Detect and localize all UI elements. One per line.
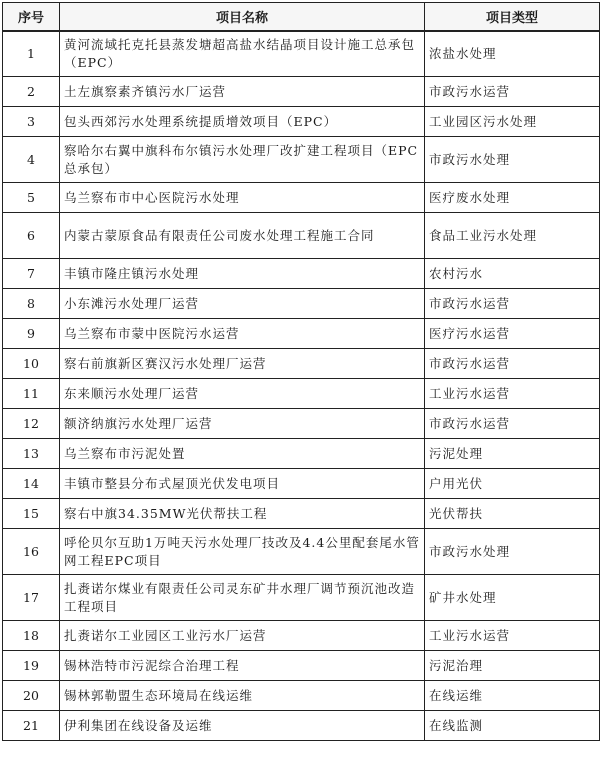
- cell-project-name: 锡林郭勒盟生态环境局在线运维: [60, 681, 425, 711]
- cell-serial-number: 3: [3, 107, 60, 137]
- cell-serial-number: 9: [3, 319, 60, 349]
- cell-project-name: 锡林浩特市污泥综合治理工程: [60, 651, 425, 681]
- cell-serial-number: 17: [3, 575, 60, 621]
- cell-project-type: 户用光伏: [425, 469, 600, 499]
- table-row: [3, 681, 600, 711]
- cell-project-type: 浓盐水处理: [425, 31, 600, 77]
- table-row: [3, 213, 600, 259]
- table-row: [3, 31, 600, 77]
- cell-project-type: 医疗污水运营: [425, 319, 600, 349]
- cell-project-type: 市政污水运营: [425, 289, 600, 319]
- table-row: [3, 409, 600, 439]
- cell-project-type: 工业污水运营: [425, 621, 600, 651]
- cell-project-type: 食品工业污水处理: [425, 213, 600, 259]
- table-header-row: [3, 3, 600, 31]
- cell-serial-number: 5: [3, 183, 60, 213]
- cell-project-name: 扎赉诺尔工业园区工业污水厂运营: [60, 621, 425, 651]
- project-table: [2, 2, 600, 741]
- table-row: [3, 529, 600, 575]
- cell-project-name: 包头西郊污水处理系统提质增效项目（EPC）: [60, 107, 425, 137]
- cell-project-name: 内蒙古蒙原食品有限责任公司废水处理工程施工合同: [60, 213, 425, 259]
- cell-serial-number: 19: [3, 651, 60, 681]
- cell-serial-number: 15: [3, 499, 60, 529]
- table-row: [3, 319, 600, 349]
- table-row: [3, 137, 600, 183]
- cell-project-type: 市政污水处理: [425, 529, 600, 575]
- cell-serial-number: 21: [3, 711, 60, 741]
- cell-serial-number: 20: [3, 681, 60, 711]
- cell-serial-number: 12: [3, 409, 60, 439]
- cell-serial-number: 1: [3, 31, 60, 77]
- table-row: [3, 107, 600, 137]
- cell-project-name: 土左旗察素齐镇污水厂运营: [60, 77, 425, 107]
- header-serial-number: 序号: [3, 3, 60, 31]
- cell-project-name: 东来顺污水处理厂运营: [60, 379, 425, 409]
- cell-project-type: 医疗废水处理: [425, 183, 600, 213]
- cell-serial-number: 2: [3, 77, 60, 107]
- cell-project-name: 伊利集团在线设备及运维: [60, 711, 425, 741]
- cell-project-type: 市政污水处理: [425, 137, 600, 183]
- table-body: [3, 31, 600, 741]
- table-row: [3, 651, 600, 681]
- header-project-type: 项目类型: [425, 3, 600, 31]
- cell-project-name: 乌兰察布市蒙中医院污水运营: [60, 319, 425, 349]
- table-row: [3, 499, 600, 529]
- header-project-name: 项目名称: [60, 3, 425, 31]
- table-row: [3, 469, 600, 499]
- cell-project-type: 农村污水: [425, 259, 600, 289]
- cell-project-type: 工业园区污水处理: [425, 107, 600, 137]
- cell-project-name: 扎赉诺尔煤业有限责任公司灵东矿井水理厂调节预沉池改造工程项目: [60, 575, 425, 621]
- cell-serial-number: 16: [3, 529, 60, 575]
- table-row: [3, 575, 600, 621]
- cell-project-type: 工业污水运营: [425, 379, 600, 409]
- cell-project-type: 市政污水运营: [425, 409, 600, 439]
- cell-serial-number: 13: [3, 439, 60, 469]
- cell-serial-number: 7: [3, 259, 60, 289]
- cell-project-type: 市政污水运营: [425, 349, 600, 379]
- cell-serial-number: 10: [3, 349, 60, 379]
- cell-project-type: 在线监测: [425, 711, 600, 741]
- cell-project-name: 小东滩污水处理厂运营: [60, 289, 425, 319]
- table-row: [3, 711, 600, 741]
- cell-project-type: 市政污水运营: [425, 77, 600, 107]
- cell-project-type: 矿井水处理: [425, 575, 600, 621]
- table-row: [3, 621, 600, 651]
- cell-serial-number: 14: [3, 469, 60, 499]
- cell-project-name: 察右中旗34.35MW光伏帮扶工程: [60, 499, 425, 529]
- cell-project-type: 污泥处理: [425, 439, 600, 469]
- cell-project-name: 乌兰察布市中心医院污水处理: [60, 183, 425, 213]
- cell-project-name: 察右前旗新区赛汉污水处理厂运营: [60, 349, 425, 379]
- table-row: [3, 379, 600, 409]
- cell-serial-number: 4: [3, 137, 60, 183]
- cell-serial-number: 11: [3, 379, 60, 409]
- table-row: [3, 349, 600, 379]
- table-row: [3, 259, 600, 289]
- cell-serial-number: 6: [3, 213, 60, 259]
- cell-project-type: 污泥治理: [425, 651, 600, 681]
- table-row: [3, 77, 600, 107]
- cell-serial-number: 18: [3, 621, 60, 651]
- cell-project-type: 在线运维: [425, 681, 600, 711]
- cell-project-name: 黄河流域托克托县蒸发塘超高盐水结晶项目设计施工总承包（EPC）: [60, 31, 425, 77]
- cell-project-name: 乌兰察布市污泥处置: [60, 439, 425, 469]
- cell-project-name: 额济纳旗污水处理厂运营: [60, 409, 425, 439]
- cell-project-name: 呼伦贝尔互助1万吨天污水处理厂技改及4.4公里配套尾水管网工程EPC项目: [60, 529, 425, 575]
- table-row: [3, 183, 600, 213]
- cell-serial-number: 8: [3, 289, 60, 319]
- cell-project-type: 光伏帮扶: [425, 499, 600, 529]
- cell-project-name: 察哈尔右翼中旗科布尔镇污水处理厂改扩建工程项目（EPC总承包）: [60, 137, 425, 183]
- cell-project-name: 丰镇市整县分布式屋顶光伏发电项目: [60, 469, 425, 499]
- table-row: [3, 439, 600, 469]
- table-row: [3, 289, 600, 319]
- cell-project-name: 丰镇市隆庄镇污水处理: [60, 259, 425, 289]
